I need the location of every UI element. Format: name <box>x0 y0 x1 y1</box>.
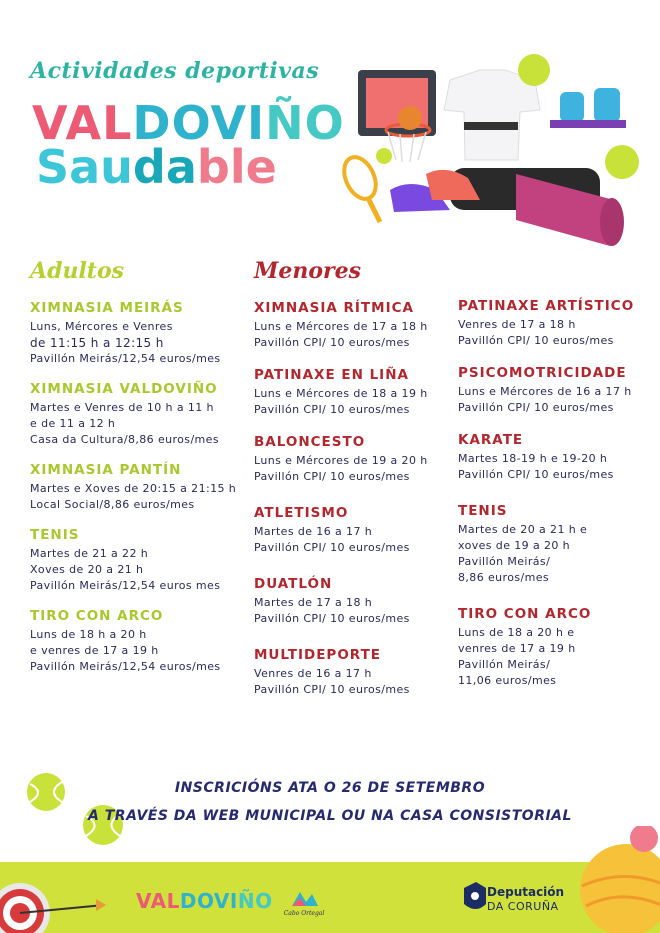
gym-ball-icon <box>572 826 660 933</box>
activity-name: TIRO CON ARCO <box>30 608 164 624</box>
cabo-ortegal-logo <box>284 884 324 920</box>
registration-deadline: INSCRICIÓNS ATA O 26 DE SETEMBRO <box>174 780 486 796</box>
activity-detail: e de 11 a 12 h <box>30 417 116 430</box>
activity-detail: Martes 18-19 h e 19-20 h <box>458 452 608 465</box>
activity-detail: Pavillón Meirás/12,54 euros mes <box>30 579 221 592</box>
activity-item <box>458 432 658 483</box>
activity-item <box>254 647 450 698</box>
activity-detail: Pavillón CPI/ 10 euros/mes <box>254 541 410 554</box>
activity-item <box>30 381 250 448</box>
brand-title-part: VAL <box>32 96 133 150</box>
activity-item <box>30 300 250 367</box>
activity-detail: Martes e Venres de 10 h a 11 h <box>30 401 214 414</box>
deputacion-name: Deputación <box>487 885 565 899</box>
activity-detail: Local Social/8,86 euros/mes <box>30 498 195 511</box>
activity-item <box>254 505 450 556</box>
brand-sub-part: Sau <box>36 140 133 194</box>
activity-name: PATINAXE EN LIÑA <box>254 367 409 383</box>
activity-detail: 8,86 euros/mes <box>458 571 549 584</box>
activity-item <box>30 608 250 675</box>
activity-detail: Pavillón Meirás/ <box>458 658 551 671</box>
activity-item <box>30 462 250 513</box>
brand-sub-part: da <box>132 140 197 194</box>
activity-name: TIRO CON ARCO <box>458 606 592 622</box>
activity-detail: Pavillón Meirás/12,54 euros/mes <box>30 352 221 365</box>
activity-detail: de 11:15 h a 12:15 h <box>30 336 164 350</box>
activity-detail: Luns e Mércores de 19 a 20 h <box>254 454 428 467</box>
cabo-ortegal-text: Cabo Ortegal <box>284 910 324 917</box>
activity-item <box>458 298 658 349</box>
activity-item <box>458 503 658 586</box>
section-menores-heading: Menores <box>254 258 361 284</box>
activity-detail: Martes e Xoves de 20:15 a 21:15 h <box>30 482 237 495</box>
activity-name: KARATE <box>458 432 524 448</box>
activity-detail: Pavillón CPI/ 10 euros/mes <box>254 683 410 696</box>
activity-name: BALONCESTO <box>254 434 366 450</box>
activity-detail: Casa da Cultura/8,86 euros/mes <box>30 433 219 446</box>
activity-item <box>254 434 450 485</box>
activity-name: TENIS <box>30 527 80 543</box>
activity-item <box>254 367 450 418</box>
roller-skates-icon <box>550 88 626 128</box>
brand-title-part: DOVI <box>132 96 266 150</box>
activity-detail: Luns de 18 h a 20 h <box>30 628 147 641</box>
activity-detail: Luns e Mércores de 18 a 19 h <box>254 387 428 400</box>
footer-brand-part: ÑO <box>237 889 273 913</box>
section-adultos-heading: Adultos <box>30 258 125 284</box>
activity-detail: Martes de 20 a 21 h e <box>458 523 588 536</box>
activity-name: XIMNASIA VALDOVIÑO <box>30 381 218 397</box>
registration-method: A TRAVÉS DA WEB MUNICIPAL OU NA CASA CONSISTORIAL <box>88 808 572 824</box>
activity-detail: Xoves de 20 a 21 h <box>30 563 144 576</box>
activity-item <box>458 606 658 689</box>
activity-detail: Luns de 18 a 20 h e <box>458 626 575 639</box>
activity-name: PSICOMOTRICIDADE <box>458 365 627 381</box>
activity-item <box>254 300 450 351</box>
activity-detail: Martes de 21 a 22 h <box>30 547 149 560</box>
activity-detail: Pavillón CPI/ 10 euros/mes <box>254 403 410 416</box>
footer-brand-part: DOVI <box>179 889 238 913</box>
subtitle: Actividades deportivas <box>30 58 320 84</box>
archery-target-icon <box>0 855 110 933</box>
activity-item <box>254 576 450 627</box>
activity-detail: Luns e Mércores de 16 a 17 h <box>458 385 632 398</box>
activity-name: MULTIDEPORTE <box>254 647 382 663</box>
activity-name: XIMNASIA MEIRÁS <box>30 300 184 316</box>
activity-detail: Luns e Mércores de 17 a 18 h <box>254 320 428 333</box>
activity-detail: xoves de 19 a 20 h <box>458 539 571 552</box>
activity-name: TENIS <box>458 503 508 519</box>
sports-illustration <box>340 50 660 250</box>
activity-detail: Pavillón CPI/ 10 euros/mes <box>458 401 614 414</box>
activity-name: XIMNASIA RÍTMICA <box>254 300 414 316</box>
activity-item <box>458 365 658 416</box>
deputacion-place: DA CORUÑA <box>487 900 559 913</box>
adultos-list <box>30 300 250 689</box>
activity-detail: Luns, Mércores e Venres <box>30 320 173 333</box>
activity-name: XIMNASIA PANTÍN <box>30 462 182 478</box>
brand-subtitle <box>36 140 277 194</box>
activity-detail: venres de 17 a 19 h <box>458 642 576 655</box>
brand-title-part: ÑO <box>265 96 345 150</box>
brand-sub-part: ble <box>196 140 277 194</box>
activity-name: DUATLÓN <box>254 576 333 592</box>
menores-list-a <box>254 300 450 712</box>
activity-detail: Martes de 16 a 17 h <box>254 525 373 538</box>
activity-detail: Pavillón CPI/ 10 euros/mes <box>458 468 614 481</box>
activity-name: ATLETISMO <box>254 505 349 521</box>
activity-detail: Pavillón CPI/ 10 euros/mes <box>254 336 410 349</box>
tennis-racket-icon <box>340 152 382 222</box>
footer-brand-part: VAL <box>136 889 180 913</box>
footer-brand-logo <box>136 889 273 913</box>
activity-detail: 11,06 euros/mes <box>458 674 557 687</box>
activity-detail: Venres de 16 a 17 h <box>254 667 372 680</box>
activity-detail: Pavillón CPI/ 10 euros/mes <box>254 470 410 483</box>
activity-detail: e venres de 17 a 19 h <box>30 644 159 657</box>
activity-detail: Martes de 17 a 18 h <box>254 596 373 609</box>
basketball-hoop-icon <box>358 70 436 162</box>
activity-detail: Pavillón Meirás/ <box>458 555 551 568</box>
activity-item <box>30 527 250 594</box>
activity-detail: Pavillón CPI/ 10 euros/mes <box>254 612 410 625</box>
activity-detail: Venres de 17 a 18 h <box>458 318 576 331</box>
menores-list-b <box>458 298 658 703</box>
activity-name: PATINAXE ARTÍSTICO <box>458 298 635 314</box>
activity-detail: Pavillón CPI/ 10 euros/mes <box>458 334 614 347</box>
activity-detail: Pavillón Meirás/12,54 euros/mes <box>30 660 221 673</box>
